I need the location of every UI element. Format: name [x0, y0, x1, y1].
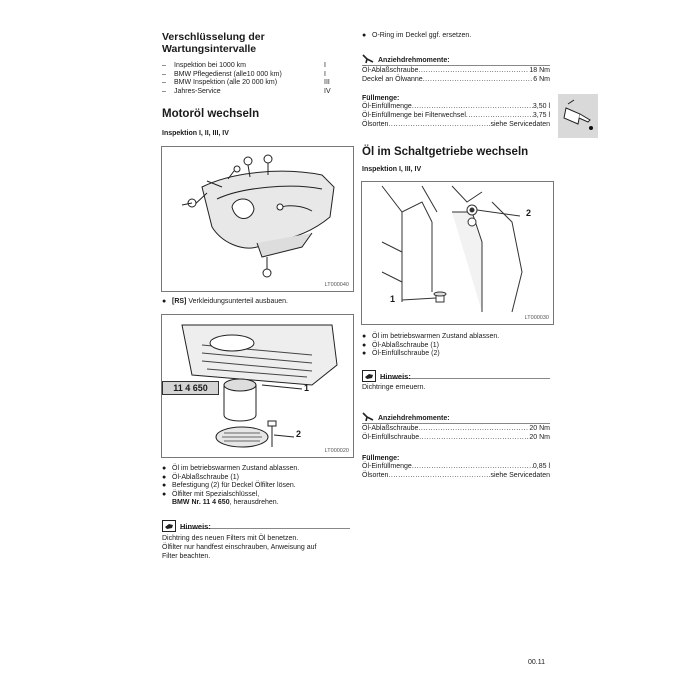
interval-row: [162, 71, 347, 80]
value-label: Öl-Ablaßschraube: [362, 67, 419, 74]
value-row: [362, 462, 550, 471]
caption-tag: [RS]: [172, 298, 187, 305]
value-label: Öl-Einfüllmenge: [362, 103, 412, 110]
wrench-icon: [362, 54, 374, 64]
interval-code: IV: [324, 87, 331, 95]
value-label: Öl-Einfüllmenge bei Filterwechsel: [362, 112, 466, 119]
tool-number: BMW Nr. 11 4 650: [172, 499, 230, 506]
wrench-icon: [362, 412, 374, 422]
value-row: [362, 424, 550, 433]
hint-box-filter: [162, 520, 350, 561]
figure-gearbox: [361, 181, 554, 325]
value-amount: 20 Nm: [529, 425, 550, 432]
value-row: [362, 471, 550, 480]
interval-dash: –: [162, 87, 166, 95]
fill-block-1: [362, 95, 550, 129]
callout-2: 2: [296, 429, 302, 439]
bullet-icon: ●: [362, 32, 367, 39]
step-text: Öl-Ablaßschraube (1): [172, 473, 239, 481]
value-amount: 18 Nm: [529, 67, 550, 74]
hint-text: Dichtringe erneuern.: [362, 384, 426, 391]
fill-title: Füllmenge:: [362, 455, 400, 462]
bullet-icon: ●: [162, 465, 167, 472]
step-item: [362, 342, 552, 351]
step-text: Öl-Einfüllschraube (2): [372, 350, 440, 357]
gearbox-steps: [362, 333, 552, 359]
value-label: Öl-Einfüllmenge: [362, 463, 412, 470]
value-amount: siehe Servicedaten: [490, 121, 550, 128]
chapter-tab: [558, 94, 598, 138]
oil-steps: [162, 465, 357, 508]
oil-can-icon: [558, 94, 598, 138]
value-row: [362, 75, 550, 84]
step-text: Öl im betriebswarmen Zustand ablassen.: [172, 465, 300, 472]
leader-dots: [418, 424, 529, 433]
step-text: Befestigung (2) für Deckel Ölfilter lösen.: [172, 482, 296, 489]
leader-dots: [412, 462, 533, 471]
bullet-icon: ●: [162, 482, 167, 489]
step-item: [162, 474, 357, 483]
fill-block-2: [362, 455, 550, 480]
bullet-icon: ●: [362, 341, 367, 349]
torque-block-1: [362, 54, 550, 84]
bullet-icon: ●: [162, 298, 167, 305]
interval-code: I: [324, 62, 326, 69]
figure-oil-filter: [161, 314, 354, 458]
hint-title: Hinweis:: [180, 521, 211, 531]
interval-code: I: [324, 70, 326, 78]
step-item: [362, 350, 552, 359]
step-item: [162, 491, 357, 500]
bullet-icon: ●: [362, 333, 367, 340]
section-sub-getriebe: Inspektion I, III, IV: [362, 166, 422, 173]
leader-dots: [388, 471, 490, 480]
fill-title: Füllmenge:: [362, 95, 400, 102]
step-text: Ölfilter mit Spezialschlüssel,: [172, 490, 260, 498]
hint-box-gearbox: [362, 370, 550, 392]
step-item: [362, 333, 552, 342]
step-item: [162, 465, 357, 474]
interval-label: BMW Pflegedienst (alle10 000 km): [174, 70, 282, 78]
value-amount: 20 Nm: [529, 434, 550, 441]
value-amount: 6 Nm: [533, 76, 550, 83]
step-tail: , herausdrehen.: [229, 499, 279, 506]
interval-dash: –: [162, 79, 166, 86]
bullet-icon: ●: [162, 490, 167, 498]
oring-text: O-Ring im Deckel ggf. ersetzen.: [372, 32, 472, 39]
step-item: [162, 482, 357, 491]
fig1-caption: [162, 298, 352, 307]
torque-title: Anziehdrehmomente:: [378, 415, 450, 422]
interval-dash: –: [162, 62, 166, 69]
callout-1: 1: [390, 294, 396, 304]
value-row: [362, 102, 550, 111]
interval-label: Jahres-Service: [174, 87, 221, 95]
bullet-icon: ●: [362, 350, 367, 357]
value-label: Öl-Ablaßschraube: [362, 425, 419, 432]
page-number: 00.11: [528, 659, 545, 666]
figure-label: LT000020: [324, 448, 349, 454]
figure-label: LT000040: [324, 282, 349, 288]
intervals-title-line2: Wartungsintervalle: [162, 43, 257, 55]
torque-title: Anziehdrehmomente:: [378, 57, 450, 64]
value-label: Deckel an Ölwanne: [362, 76, 423, 83]
value-row: [362, 433, 550, 442]
hint-line: Ölfilter nur handfest einschrauben, Anweisung auf: [162, 544, 317, 551]
value-amount: 0,85 l: [532, 463, 550, 470]
interval-row: [162, 88, 347, 97]
step-text: Öl-Ablaßschraube (1): [372, 341, 439, 349]
value-row: [362, 111, 550, 120]
caption-text: Verkleidungsunterteil ausbauen.: [186, 298, 288, 305]
oring-bullet: [362, 32, 552, 41]
value-label: Ölsorten: [362, 472, 389, 479]
value-label: Ölsorten: [362, 121, 389, 128]
value-amount: 3,50 l: [532, 103, 550, 110]
torque-block-2: [362, 412, 550, 442]
leader-dots: [419, 433, 529, 442]
leader-dots: [418, 66, 529, 75]
part-number-badge: 11 4 650: [162, 381, 219, 395]
interval-dash: –: [162, 70, 166, 78]
bullet-icon: ●: [162, 473, 167, 481]
value-amount: 3,75 l: [532, 112, 550, 119]
intervals-title-line1: Verschlüsselung der: [162, 31, 265, 43]
value-amount: siehe Servicedaten: [490, 472, 550, 479]
bullet-spacer: [162, 499, 172, 508]
interval-list: [162, 62, 347, 96]
interval-row: [162, 62, 347, 71]
leader-dots: [423, 75, 534, 84]
hint-line: Filter beachten.: [162, 553, 211, 560]
interval-row: [162, 79, 347, 88]
hint-line: Dichtring des neuen Filters mit Öl benetzen.: [162, 535, 299, 542]
section-title-getriebe: Öl im Schaltgetriebe wechseln: [362, 146, 529, 158]
step-text: [172, 499, 279, 508]
interval-code: III: [324, 79, 330, 86]
intervals-title: [162, 31, 265, 55]
figure-underpan: [161, 146, 354, 292]
interval-label: BMW Inspektion (alle 20 000 km): [174, 79, 278, 86]
hint-hand-icon: [362, 370, 376, 382]
figure-label: LT000030: [524, 315, 549, 321]
step-item-cont: [162, 499, 357, 508]
value-row: [362, 120, 550, 129]
leader-dots: [412, 102, 533, 111]
hint-hand-icon: [162, 520, 176, 532]
hint-title: Hinweis:: [380, 371, 411, 381]
step-text: Öl im betriebswarmen Zustand ablassen.: [372, 333, 500, 340]
section-sub-motoroel: Inspektion I, II, III, IV: [162, 130, 229, 137]
value-label: Öl-Einfüllschraube: [362, 434, 420, 441]
leader-dots: [466, 111, 533, 120]
value-row: [362, 66, 550, 75]
leader-dots: [388, 120, 490, 129]
interval-label: Inspektion bei 1000 km: [174, 62, 246, 69]
section-title-motoroel: Motoröl wechseln: [162, 108, 260, 120]
underpan-illustration: [162, 147, 353, 291]
callout-2: 2: [526, 208, 532, 218]
callout-1: 1: [304, 383, 310, 393]
